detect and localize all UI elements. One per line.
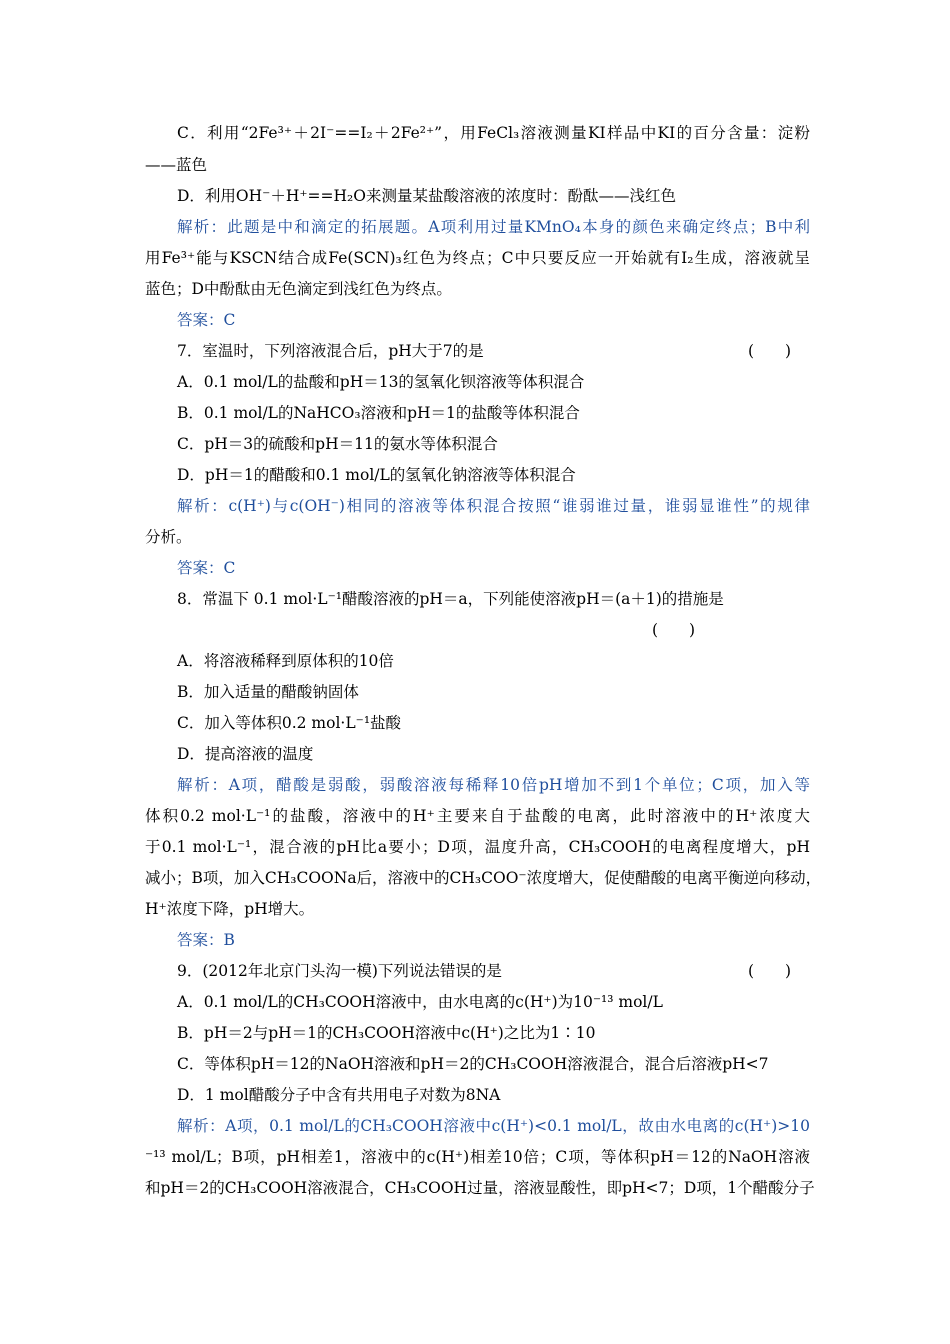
question-7-option-c: C．pH＝3的硫酸和pH＝11的氨水等体积混合 <box>177 435 498 453</box>
option-d-line: D．利用OH⁻＋H⁺==H₂O来测量某盐酸溶液的浓度时：酚酞——浅红色 <box>177 187 676 205</box>
question-9-bracket: ( ) <box>748 962 792 980</box>
explanation-6-line-2: 用Fe³⁺能与KSCN结合成Fe(SCN)₃红色为终点；C中只要反应一开始就有I₂生成，溶液就呈 <box>145 249 810 267</box>
answer-8: 答案：B <box>177 931 235 949</box>
question-7-option-b: B．0.1 mol/L的NaHCO₃溶液和pH＝1的盐酸等体积混合 <box>177 404 580 422</box>
explanation-9-line-1: 解析：A项，0.1 mol/L的CH₃COOH溶液中c(H⁺)<0.1 mol/L，故由水电离的c(H⁺)>10 <box>177 1117 810 1135</box>
explanation-8-line-2: 体积0.2 mol·L⁻¹的盐酸，溶液中的H⁺主要来自于盐酸的电离，此时溶液中的H⁺浓度大 <box>145 807 810 825</box>
question-7-bracket: ( ) <box>748 342 792 360</box>
explanation-8-line-4: 减小；B项，加入CH₃COONa后，溶液中的CH₃COO⁻浓度增大，促使醋酸的电离平衡逆向移动， <box>145 869 822 887</box>
explanation-8-line-3: 于0.1 mol·L⁻¹，混合液的pH比a要小；D项，温度升高，CH₃COOH的电离程度增大，pH <box>145 838 810 856</box>
question-9-option-c: C．等体积pH＝12的NaOH溶液和pH＝2的CH₃COOH溶液混合，混合后溶液pH<7 <box>177 1055 769 1073</box>
answer-6: 答案：C <box>177 311 236 329</box>
question-8-option-b: B．加入适量的醋酸钠固体 <box>177 683 359 701</box>
question-7-option-d: D．pH＝1的醋酸和0.1 mol/L的氢氧化钠溶液等体积混合 <box>177 466 576 484</box>
question-9-stem: 9．(2012年北京门头沟一模)下列说法错误的是 <box>177 962 502 980</box>
question-7-option-a: A．0.1 mol/L的盐酸和pH＝13的氢氧化钡溶液等体积混合 <box>177 373 585 391</box>
explanation-7-line-1: 解析：c(H⁺)与c(OH⁻)相同的溶液等体积混合按照“谁弱谁过量，谁弱显谁性”的规律 <box>177 497 810 515</box>
question-9-option-d: D．1 mol醋酸分子中含有共用电子对数为8NA <box>177 1086 501 1104</box>
question-8-stem: 8．常温下 0.1 mol·L⁻¹醋酸溶液的pH＝a，下列能使溶液pH＝(a＋1)的措施是 <box>177 590 724 608</box>
explanation-9-line-3: 和pH＝2的CH₃COOH溶液混合，CH₃COOH过量，溶液显酸性，即pH<7；D项，1个醋酸分子 <box>145 1179 815 1197</box>
question-7-stem: 7．室温时，下列溶液混合后，pH大于7的是 <box>177 342 484 360</box>
answer-7: 答案：C <box>177 559 236 577</box>
question-8-option-d: D．提高溶液的温度 <box>177 745 314 763</box>
option-c-line-2: ——蓝色 <box>145 156 208 174</box>
explanation-9-line-2: ⁻¹³ mol/L；B项，pH相差1，溶液中的c(H⁺)相差10倍；C项，等体积pH＝12的NaOH溶液 <box>145 1148 810 1166</box>
question-9-option-a: A．0.1 mol/L的CH₃COOH溶液中，由水电离的c(H⁺)为10⁻¹³ mol/L <box>177 993 663 1011</box>
explanation-8-line-5: H⁺浓度下降，pH增大。 <box>145 900 315 918</box>
question-8-option-a: A．将溶液稀释到原体积的10倍 <box>177 652 394 670</box>
question-8-option-c: C．加入等体积0.2 mol·L⁻¹盐酸 <box>177 714 402 732</box>
explanation-7-line-2: 分析。 <box>145 528 192 546</box>
question-9-option-b: B．pH＝2与pH＝1的CH₃COOH溶液中c(H⁺)之比为1∶10 <box>177 1024 596 1042</box>
question-8-bracket: ( ) <box>652 621 696 639</box>
explanation-8-line-1: 解析：A项，醋酸是弱酸，弱酸溶液每稀释10倍pH增加不到1个单位；C项，加入等 <box>177 776 810 794</box>
explanation-6-line-3: 蓝色；D中酚酞由无色滴定到浅红色为终点。 <box>145 280 452 298</box>
explanation-6-line-1: 解析：此题是中和滴定的拓展题。A项利用过量KMnO₄本身的颜色来确定终点；B中利 <box>177 218 810 236</box>
option-c-line-1: C．利用“2Fe³⁺＋2I⁻==I₂＋2Fe²⁺”，用FeCl₃溶液测量KI样品中KI的百分含量：淀粉 <box>177 124 810 142</box>
